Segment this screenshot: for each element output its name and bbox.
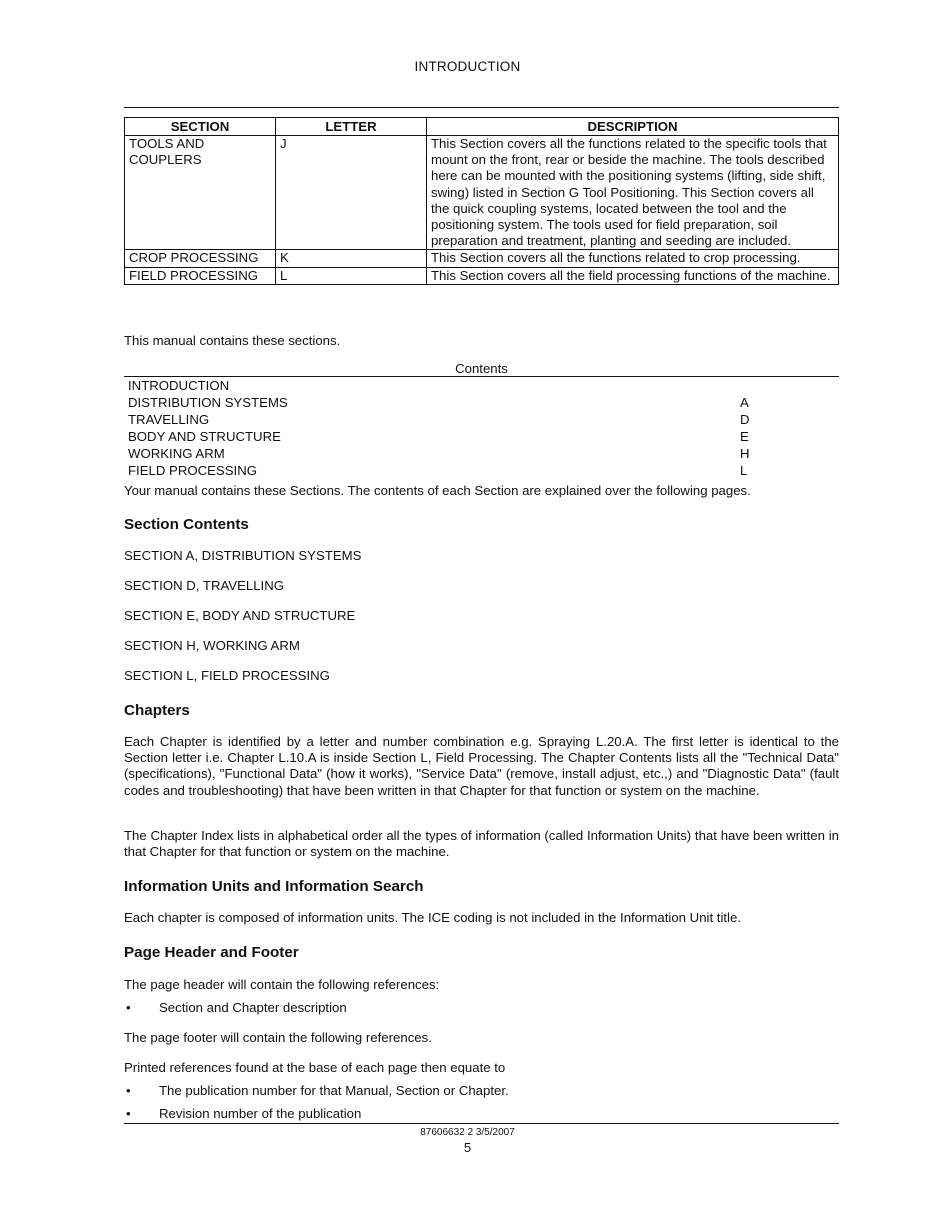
- contents-letter: D: [740, 412, 750, 427]
- table-header-row: [125, 118, 839, 136]
- footer-rule: [124, 1123, 839, 1124]
- list-item-text: Section and Chapter description: [159, 1000, 347, 1015]
- contents-name: BODY AND STRUCTURE: [128, 429, 281, 444]
- column-header-description: DESCRIPTION: [427, 118, 839, 136]
- section-cell: FIELD PROCESSING: [125, 267, 276, 284]
- description-cell: This Section covers all the functions related to the specific tools that mount on the front, rear or beside the machine. The tools described here can be mounted with the positioning systems (lifting, side shift, swing) listed in Section G Tool Positioning. This Section covers all the quick coupling systems, located between the tool and the positioning system. The tools used for field preparation, soil preparation and treatment, planting and seeding are included.: [427, 136, 839, 250]
- info-units-heading: Information Units and Information Search: [124, 878, 424, 895]
- bullet-dot: •: [126, 1083, 131, 1098]
- header-intro: The page header will contain the following references:: [124, 977, 440, 992]
- section-cell: CROP PROCESSING: [125, 250, 276, 267]
- section-cell: TOOLS AND COUPLERS: [125, 136, 276, 250]
- section-contents-item: SECTION H, WORKING ARM: [124, 638, 300, 653]
- contents-row: [128, 462, 768, 479]
- bullet-dot: •: [126, 1000, 131, 1015]
- contents-name: INTRODUCTION: [128, 378, 230, 393]
- info-units-paragraph: Each chapter is composed of information units. The ICE coding is not included in the Information Unit title.: [124, 910, 741, 925]
- running-header: INTRODUCTION: [414, 59, 521, 74]
- chapters-paragraph: Each Chapter is identified by a letter and number combination e.g. Spraying L.20.A. The first letter is identical to the Section letter i.e. Chapter L.10.A is inside Section L, Field Processing. The Chapter Contents lists all the "Technical Data" (specifications), "Functional Data" (how it works), "Service Data" (remove, install adjust, etc.,) and "Diagnostic Data" (fault codes and troubleshooting) that have been written in that Chapter for that function or system on the machine.: [124, 734, 839, 798]
- contents-row: [128, 445, 768, 462]
- contents-letter: E: [740, 429, 749, 444]
- section-contents-item: SECTION D, TRAVELLING: [124, 578, 284, 593]
- page-number: 5: [463, 1140, 472, 1155]
- contents-row: [128, 428, 768, 445]
- contents-name: DISTRIBUTION SYSTEMS: [128, 395, 288, 410]
- contents-row: [128, 394, 768, 411]
- section-contents-item: SECTION E, BODY AND STRUCTURE: [124, 608, 356, 623]
- table-row: [125, 267, 839, 284]
- list-item-text: Revision number of the publication: [159, 1106, 362, 1121]
- contents-letter: L: [740, 463, 748, 478]
- sections-table: [124, 117, 839, 285]
- contents-name: WORKING ARM: [128, 446, 225, 461]
- contents-row: [128, 411, 768, 428]
- description-cell: This Section covers all the field processing functions of the machine.: [427, 267, 839, 284]
- contents-letter: A: [740, 395, 749, 410]
- letter-cell: J: [276, 136, 427, 250]
- contents-title: Contents: [455, 361, 508, 376]
- publication-reference: 87606632 2 3/5/2007: [420, 1127, 515, 1138]
- section-contents-item: SECTION A, DISTRIBUTION SYSTEMS: [124, 548, 362, 563]
- contents-list: [128, 377, 768, 479]
- contents-name: FIELD PROCESSING: [128, 463, 257, 478]
- contents-row: [128, 377, 768, 394]
- table-row: [125, 250, 839, 267]
- column-header-letter: LETTER: [276, 118, 427, 136]
- header-rule: [124, 107, 839, 108]
- page-header-footer-heading: Page Header and Footer: [124, 944, 299, 961]
- chapters-heading: Chapters: [124, 702, 190, 719]
- letter-cell: L: [276, 267, 427, 284]
- list-item-text: The publication number for that Manual, Section or Chapter.: [159, 1083, 509, 1098]
- letter-cell: K: [276, 250, 427, 267]
- column-header-section: SECTION: [125, 118, 276, 136]
- printed-intro: Printed references found at the base of each page then equate to: [124, 1060, 506, 1075]
- description-cell: This Section covers all the functions related to crop processing.: [427, 250, 839, 267]
- contents-name: TRAVELLING: [128, 412, 210, 427]
- contents-note: Your manual contains these Sections. The contents of each Section are explained over the following pages.: [124, 483, 751, 498]
- contents-letter: H: [740, 446, 750, 461]
- section-contents-item: SECTION L, FIELD PROCESSING: [124, 668, 330, 683]
- chapters-index-paragraph: The Chapter Index lists in alphabetical order all the types of information (called Information Units) that have been written in that Chapter for that function or system on the machine.: [124, 828, 839, 860]
- manual-sections-note: This manual contains these sections.: [124, 333, 341, 348]
- bullet-dot: •: [126, 1106, 131, 1121]
- footer-intro: The page footer will contain the following references.: [124, 1030, 432, 1045]
- table-row: [125, 136, 839, 250]
- section-contents-heading: Section Contents: [124, 516, 249, 533]
